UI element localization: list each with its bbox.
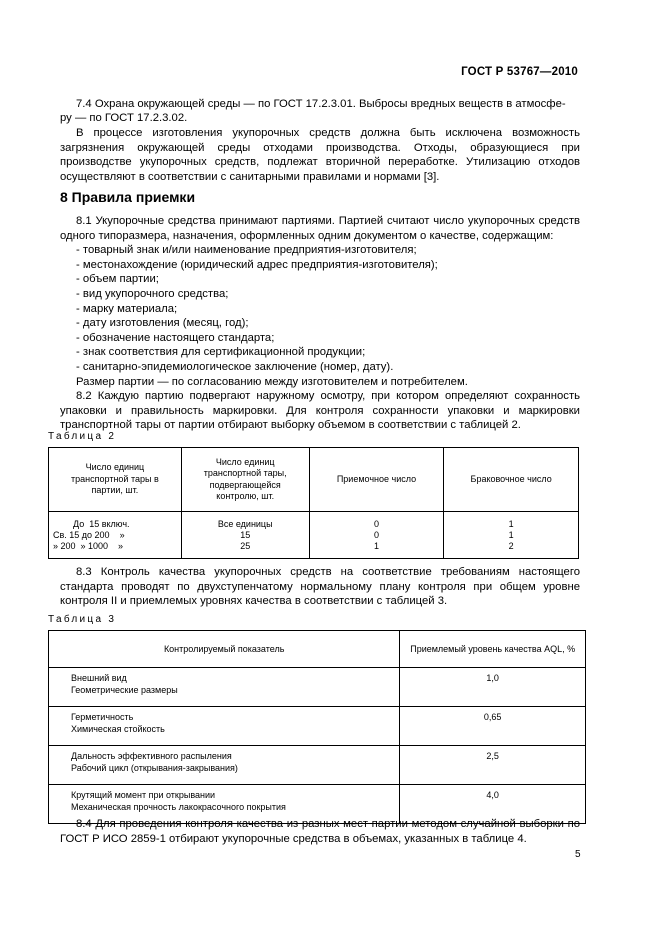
document-header: ГОСТ Р 53767—2010 xyxy=(461,66,578,78)
table-cell: 25 xyxy=(240,541,251,551)
list-item: - местонахождение (юридический адрес предприятия-изготовителя); xyxy=(76,258,438,271)
aql-cell: 1,0 xyxy=(400,668,586,707)
page-number: 5 xyxy=(575,849,581,860)
sample-size-column xyxy=(181,512,309,559)
table-cell: Все единицы xyxy=(217,519,273,529)
table-row xyxy=(49,707,586,746)
list-item: - марку материала; xyxy=(76,302,178,315)
batch-size-text: Размер партии — по согласованию между изготовителем и потребителем. xyxy=(76,375,468,388)
table-cell: Крутящий момент при открывании xyxy=(71,790,216,800)
list-item: - санитарно-эпидемиологическое заключение (номер, дату). xyxy=(76,360,394,373)
table-cell: 1 xyxy=(373,541,379,551)
table-cell: 2 xyxy=(508,541,514,551)
section-8-title: 8 Правила приемки xyxy=(60,189,196,205)
table-row xyxy=(49,512,579,559)
table-header: Браковочное число xyxy=(444,448,579,512)
table-cell: Рабочий цикл (открывания-закрывания) xyxy=(71,762,238,773)
table-cell: Св. 15 до 200 » xyxy=(53,530,125,540)
list-item: - вид укупорочного средства; xyxy=(76,287,229,300)
table-cell: 1 xyxy=(508,530,514,540)
table-row xyxy=(49,746,586,785)
table-3 xyxy=(48,630,586,824)
table-header: Число единиц транспортной тары, подвергающейся контролю, шт. xyxy=(181,448,309,512)
table-cell: Герметичность xyxy=(71,712,134,722)
list-item: - знак соответствия для сертификационной продукции; xyxy=(76,346,366,359)
acceptance-number-column xyxy=(309,512,444,559)
table-cell: Химическая стойкость xyxy=(71,723,165,734)
batch-size-column xyxy=(49,512,182,559)
table-row xyxy=(49,668,586,707)
table-header: Приемлемый уровень качества AQL, % xyxy=(400,631,586,668)
list-item: - обозначение настоящего стандарта; xyxy=(76,331,275,344)
paragraph-8-1-intro: 8.1 Укупорочные средства принимают партиями. Партией считают число укупорочных средств одного типоразмера, назначения, оформленных одним документом о качестве, содержащим: xyxy=(60,215,580,242)
table-cell: » 200 » 1000 » xyxy=(53,541,124,551)
table-cell: Дальность эффективного распыления xyxy=(71,751,232,761)
indicator-cell xyxy=(49,746,400,785)
rejection-number-column xyxy=(444,512,579,559)
table-cell: Геометрические размеры xyxy=(71,684,178,695)
list-item: - товарный знак и/или наименование предприятия-изготовителя; xyxy=(76,244,417,257)
document-contents-list xyxy=(60,243,580,374)
table-cell: Внешний вид xyxy=(71,673,127,683)
aql-cell: 2,5 xyxy=(400,746,586,785)
list-item: - дату изготовления (месяц, год); xyxy=(76,317,249,330)
table-header: Контролируемый показатель xyxy=(49,631,400,668)
table-2-caption: Таблица 2 xyxy=(48,431,117,442)
table-2 xyxy=(48,447,579,559)
table-header: Число единиц транспортной тары в партии, шт. xyxy=(49,448,182,512)
paragraph-7-4-line1: 7.4 Охрана окружающей среды — по ГОСТ 17.2.3.01. Выбросы вредных веществ в атмосфе- xyxy=(76,98,566,110)
table-header: Приемочное число xyxy=(309,448,444,512)
indicator-cell xyxy=(49,668,400,707)
paragraph-7-4-waste: В процессе изготовления укупорочных средств должна быть исключена возможность загрязнения окружающей среды отходами производства. Отходы, образующиеся при производстве укупорочных средств, подлежат вторичной переработке. Утилизацию отходов осуществляют в соответствии с санитарными правилами и нормами [3]. xyxy=(60,127,580,183)
paragraph-8-3: 8.3 Контроль качества укупорочных средств на соответствие требованиям настоящего стандарта проводят по двухступенчатому нормальному плану контроля при общем уровне контроля II и приемлемых уровнях качества в соответствии с таблицей 3. xyxy=(60,566,580,608)
aql-cell: 4,0 xyxy=(400,785,586,824)
paragraph-7-4-line2: ру — по ГОСТ 17.2.3.02. xyxy=(60,112,188,124)
table-cell: 15 xyxy=(240,530,251,540)
table-3-caption: Таблица 3 xyxy=(48,614,117,625)
table-cell: До 15 включ. xyxy=(73,519,130,529)
table-cell: 0 xyxy=(373,519,379,529)
table-cell: 0 xyxy=(373,530,379,540)
paragraph-8-4: 8.4 Для проведения контроля качества из разных мест партии методом случайной выборки по ГОСТ Р ИСО 2859-1 отбирают укупорочные средства в объемах, указанных в таблице 4. xyxy=(60,818,580,845)
list-item: - объем партии; xyxy=(76,273,159,286)
indicator-cell xyxy=(49,707,400,746)
table-cell: 1 xyxy=(508,519,514,529)
table-cell: Механическая прочность лакокрасочного покрытия xyxy=(71,801,286,812)
paragraph-8-2: 8.2 Каждую партию подвергают наружному осмотру, при котором определяют сохранность упаковки и правильность маркировки. Для контроля сохранности упаковки и маркировки транспортной тары от партии отбирают выборку объемом в соответствии с таблицей 2. xyxy=(60,390,580,432)
paragraph-8-1 xyxy=(60,214,580,433)
aql-cell: 0,65 xyxy=(400,707,586,746)
